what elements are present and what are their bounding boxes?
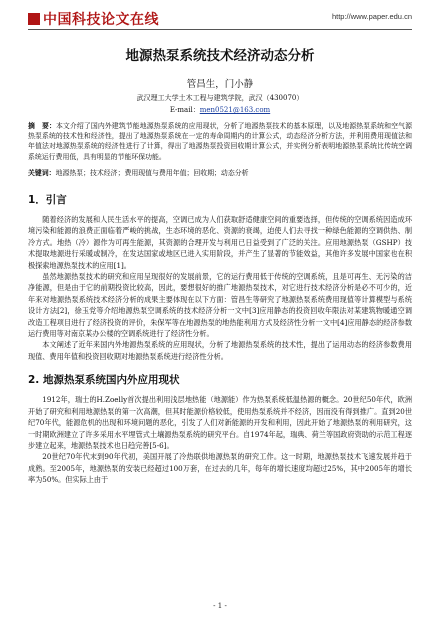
abstract-label: 摘 要： xyxy=(28,122,56,130)
logo-text: 中国科技论文在线 xyxy=(43,12,159,28)
page-number: - 1 - xyxy=(213,602,227,610)
section-heading-intro: 1．引言 xyxy=(28,194,67,207)
intro-paragraph-3: 本文阐述了近年来国内外地源热泵系统的应用现状，分析了地源热泵系统的技术性，提出了运用动态的经济参数费用现值、费用年值和投资回收期对地源热泵系统进行经济性分析。 xyxy=(28,340,412,361)
site-url-link[interactable]: http://www.paper.edu.cn xyxy=(331,12,412,21)
abstract xyxy=(28,121,412,162)
keywords xyxy=(28,168,412,178)
intro-paragraph-2: 虽然地源热泵技术的研究和应用呈现很好的发展前景，它的运行费用低于传统的空调系统，且是可再生、无污染的洁净能源，但是由于它的前期投资比较高，因此，要想很好的推广地源热泵技术，对它进行技术经济分析是必不可少的，近年来对地源热泵系统技术经济分析的成果主要体现在以下方面：管昌生等研究了地源热泵系统费用现值等计算模型与系统设计方法[2]，徐玉党等介绍地源热泵空调系统的技术经济分析一文中[3]应用静态的投资回收年限法对某建筑物暖通空调改造工程项目进行了经济投资的评价，朱保军等在地源热泵的地热能利用方式及经济性分析一文中[4]应用静态的经济参数运行费用等对南京某办公楼的空调系统进行了经济性分析。 xyxy=(28,272,412,339)
paper-title: 地源热泵系统技术经济动态分析 xyxy=(125,48,315,64)
email-link[interactable]: men0521@163.com xyxy=(199,106,271,114)
section-heading-status: 2. 地源热泵系统国内外应用现状 xyxy=(28,374,180,387)
abstract-text: 本文介绍了国内外建筑节能地源热泵系统的应用现状，分析了地源热泵技术的基本原理，以及地源热泵系统和空气源热泵系统的技术性和经济性，提出了地源热泵系统在一定的寿命周期内的计算公式，动态经济分析方法，并利用费用现值法和年值法对地源热泵系统的经济性进行了计算，得出了地源热泵投资回收期计算公式，并实例分析表明地源热泵系统比传统空调系统运行费用低，具有明显的节能环保功能。 xyxy=(28,122,412,161)
keywords-label: 关键词： xyxy=(28,168,56,177)
intro-paragraph-1: 随着经济的发展和人民生活水平的提高，空调已成为人们获取舒适健康空间的重要选择，但传统的空调系统因造成环境污染和能源的浪费正面临着严峻的挑战，生态环境的恶化、资源的衰竭，迫使人们去寻找一种绿色能源的空调供热、制冷方式。地热（冷）源作为可再生能源，其资源的合理开发与利用已日益受到了广泛的关注。应用地源热泵（GSHP）技术提取地源进行采暖或制冷，在发达国家或地区已进入实用阶段，并产生了显著的节能效益，其他许多发展中国家也在积极探索地源热泵技术的应用[1]。 xyxy=(28,215,412,270)
keywords-text: 地源热泵；技术经济；费用现值与费用年值；回收期；动态分析 xyxy=(55,168,249,177)
page-header xyxy=(0,0,440,36)
logo-mark-icon xyxy=(28,13,40,25)
status-paragraph-2: 20世纪70年代末到90年代初，美国开展了冷热联供地源热泵的研究工作。这一时期，地源热泵技术飞速发展并趋于成熟。至2005年，地源热泵的安装已经超过100万套，在过去的几年，每年的增长速度均超过25%，其中2005年的增长率为50%。但实际上由于 xyxy=(28,452,412,485)
paper-body xyxy=(28,44,412,486)
status-paragraph-1: 1912年，瑞士的H.Zoelly首次提出利用浅层地热能（地源能）作为热泵系统低温热源的概念。20世纪50年代，欧洲开始了研究和利用地源热泵的第一次高潮，但其时能源价格较低，使用热泵系统并不经济，因而没有得到推广。直到20世纪70年代，能源危机的出现和环境问题的恶化，引发了人们对新能源的开发和利用，因此开始了地源热泵的利用研究，这一时期欧洲建立了许多采用水平埋管式土壤源热泵系统的研究平台。自1974年起，瑞典、荷兰等国政府资助的示范工程逐步建立起来，地源热泵技术也日趋完善[5-6]。 xyxy=(28,395,412,450)
paper-email xyxy=(28,105,412,115)
paper-authors: 管昌生，门小静 xyxy=(186,79,254,90)
header-divider xyxy=(28,29,412,30)
paper-affiliation: 武汉理工大学土木工程与建筑学院，武汉（430070） xyxy=(136,94,304,102)
site-logo[interactable] xyxy=(28,9,159,29)
email-label: E-mail： xyxy=(169,106,200,114)
